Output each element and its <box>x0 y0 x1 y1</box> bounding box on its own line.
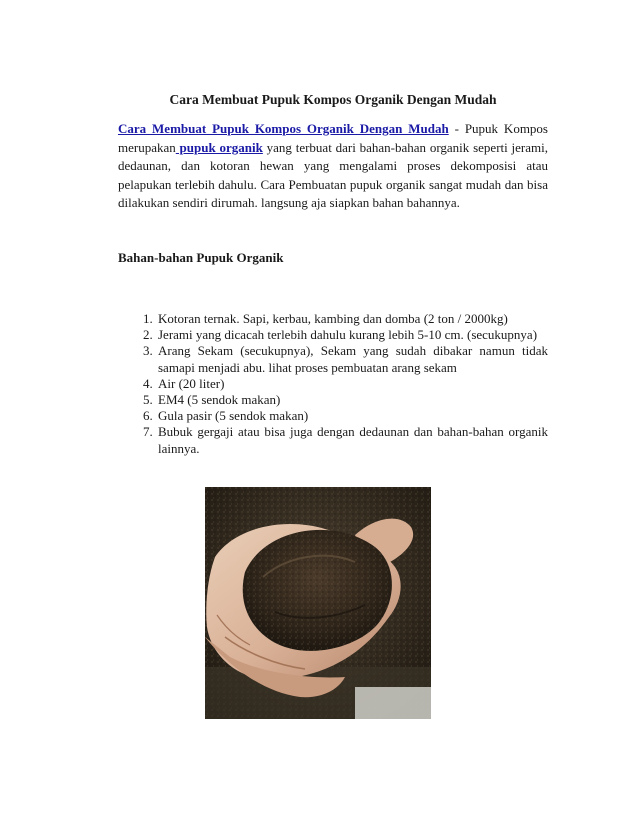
list-item: 5. EM4 (5 sendok makan) <box>156 392 548 408</box>
list-item: 1. Kotoran ternak. Sapi, kerbau, kambing dan domba (2 ton / 2000kg) <box>156 311 548 327</box>
intro-text-1: - Pupuk Kompos merupakan <box>118 121 548 155</box>
list-item: 3. Arang Sekam (secukupnya), Sekam yang sudah dibakar namun tidak samapi menjadi abu. lihat proses pembuatan arang sekam <box>156 343 548 375</box>
intro-text-2: yang terbuat dari bahan-bahan organik seperti jerami, dedaunan, dan kotoran hewan yang mengalami proses dekomposisi atau pelapukan terlebih dahulu. Cara Pembuatan pupuk organik sangat mudah dan bisa dilakukan sendiri dirumah. langsung aja siapkan bahan bahannya. <box>118 139 548 211</box>
list-item: 6. Gula pasir (5 sendok makan) <box>156 408 548 424</box>
pupuk-organik-link[interactable]: pupuk organik <box>175 139 263 155</box>
list-item: 4. Air (20 liter) <box>156 376 548 392</box>
title-link[interactable]: Cara Membuat Pupuk Kompos Organik Dengan Mudah <box>118 121 449 136</box>
intro-paragraph <box>118 120 548 213</box>
compost-hand-photo <box>205 487 431 719</box>
document-title: Cara Membuat Pupuk Kompos Organik Dengan Mudah <box>169 92 497 107</box>
section-heading: Bahan-bahan Pupuk Organik <box>118 250 284 265</box>
ingredients-list <box>118 311 548 457</box>
list-item: 2. Jerami yang dicacah terlebih dahulu kurang lebih 5-10 cm. (secukupnya) <box>156 327 548 343</box>
list-item: 7. Bubuk gergaji atau bisa juga dengan dedaunan dan bahan-bahan organik lainnya. <box>156 424 548 456</box>
